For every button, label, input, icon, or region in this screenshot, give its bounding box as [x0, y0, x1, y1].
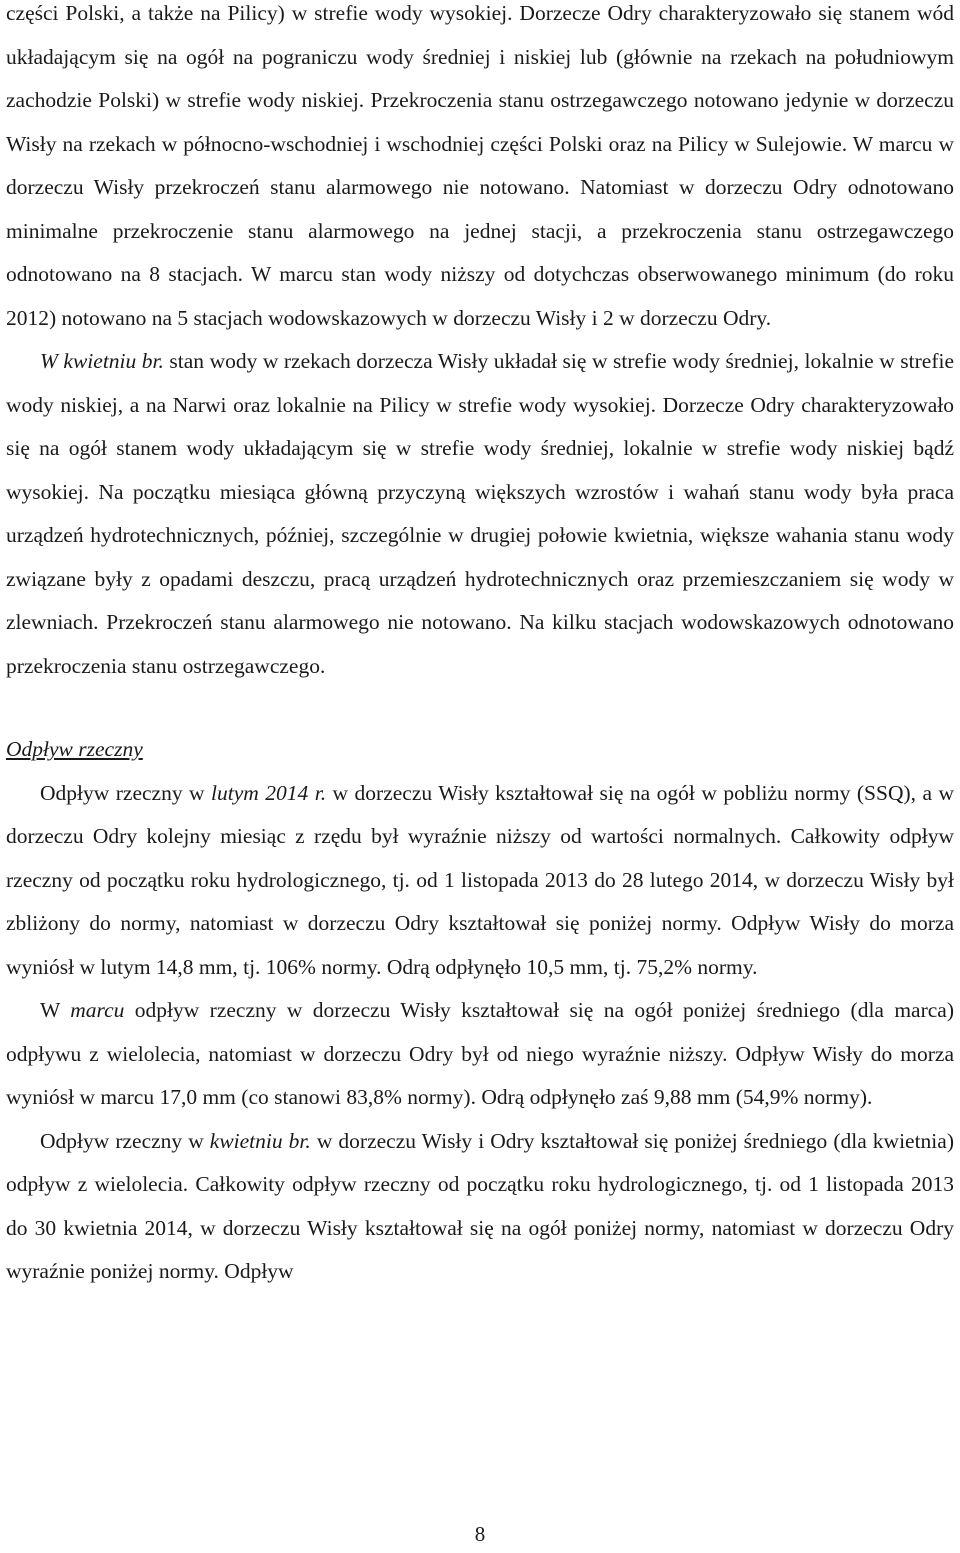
paragraph-march-water-levels	[6, 0, 954, 340]
paragraph-text: w dorzeczu Wisły i Odry kształtował się poniżej średniego (dla kwietnia) odpływ z wielolecia. Całkowity odpływ rzeczny od początku roku hydrologicznego, tj. od 1 listopada 2013 do 30 kwietnia 2014, w dorzeczu Wisły kształtował się na ogół poniżej normy, natomiast w dorzeczu Odry wyraźnie poniżej normy. Odpływ	[6, 1128, 954, 1283]
paragraph-text: W	[40, 998, 71, 1022]
paragraph-april-water-levels	[6, 340, 954, 688]
section-heading-odplyw: Odpływ rzeczny	[6, 737, 143, 761]
document-page	[6, 0, 954, 1294]
paragraph-february-outflow	[6, 772, 954, 990]
page-number: 8	[474, 1522, 486, 1546]
paragraph-april-outflow	[6, 1120, 954, 1294]
paragraph-text: Odpływ rzeczny w	[40, 1128, 210, 1153]
paragraph-text: w dorzeczu Wisły kształtował się na ogół w pobliżu normy (SSQ), a w dorzeczu Odry kolejny miesiąc z rzędu był wyraźnie niższy od wartości normalnych. Całkowity odpływ rzeczny od początku roku hydrologicznego, tj. od 1 listopada 2013 do 28 lutego 2014, w dorzeczu Wisły był zbliżony do normy, natomiast w dorzeczu Odry kształtował się poniżej normy. Odpływ Wisły do morza wyniósł w lutym 14,8 mm, tj. 106% normy. Odrą odpłynęło 10,5 mm, tj. 75,2% normy.	[6, 780, 955, 979]
paragraph-text: Odpływ rzeczny w	[40, 780, 212, 805]
paragraph-lead-italic: W kwietniu br.	[40, 349, 164, 373]
paragraph-text: stan wody w rzekach dorzecza Wisły układał się w strefie wody średniej, lokalnie w strefie wody niskiej, a na Narwi oraz lokalnie na Pilicy w strefie wody wysokiej. Dorzecze Odry charakteryzowało się na ogół stanem wody układającym się w strefie wody średniej, lokalnie w strefie wody niskiej bądź wysokiej. Na początku miesiąca główną przyczyną większych wzrostów i wahań stanu wody była praca urządzeń hydrotechnicznych, później, szczególnie w drugiej połowie kwietnia, większe wahania stanu wody związane były z opadami deszczu, pracą urządzeń hydrotechnicznych oraz przemieszczaniem się wody w zlewniach. Przekroczeń stanu alarmowego nie notowano. Na kilku stacjach wodowskazowych odnotowano przekroczenia stanu ostrzegawczego.	[6, 349, 954, 678]
paragraph-text: części Polski, a także na Pilicy) w strefie wody wysokiej. Dorzecze Odry charakteryzowało się stanem wód układającym się na ogół na pograniczu wody średniej i niskiej lub (głównie na rzekach na południowym zachodzie Polski) w strefie wody niskiej. Przekroczenia stanu ostrzegawczego notowano jedynie w dorzeczu Wisły na rzekach w północno-wschodniej i wschodniej części Polski oraz na Pilicy w Sulejowie. W marcu w dorzeczu Wisły przekroczeń stanu alarmowego nie notowano. Natomiast w dorzeczu Odry odnotowano minimalne przekroczenie stanu alarmowego na jednej stacji, a przekroczenia stanu ostrzegawczego odnotowano na 8 stacjach. W marcu stan wody niższy od dotychczas obserwowanego minimum (do roku 2012) notowano na 5 stacjach wodowskazowych w dorzeczu Wisły i 2 w dorzeczu Odry.	[6, 1, 954, 330]
paragraph-italic-month: kwietniu br.	[209, 1128, 311, 1153]
paragraph-italic-month: lutym 2014 r.	[211, 780, 327, 805]
paragraph-march-outflow	[6, 989, 954, 1120]
paragraph-text: odpływ rzeczny w dorzeczu Wisły kształtował się na ogół poniżej średniego (dla marca) odpływu z wielolecia, natomiast w dorzeczu Odry był od niego wyraźnie niższy. Odpływ Wisły do morza wyniósł w marcu 17,0 mm (co stanowi 83,8% normy). Odrą odpłynęło zaś 9,88 mm (54,9% normy).	[6, 998, 955, 1109]
paragraph-italic-month: marcu	[70, 998, 125, 1022]
